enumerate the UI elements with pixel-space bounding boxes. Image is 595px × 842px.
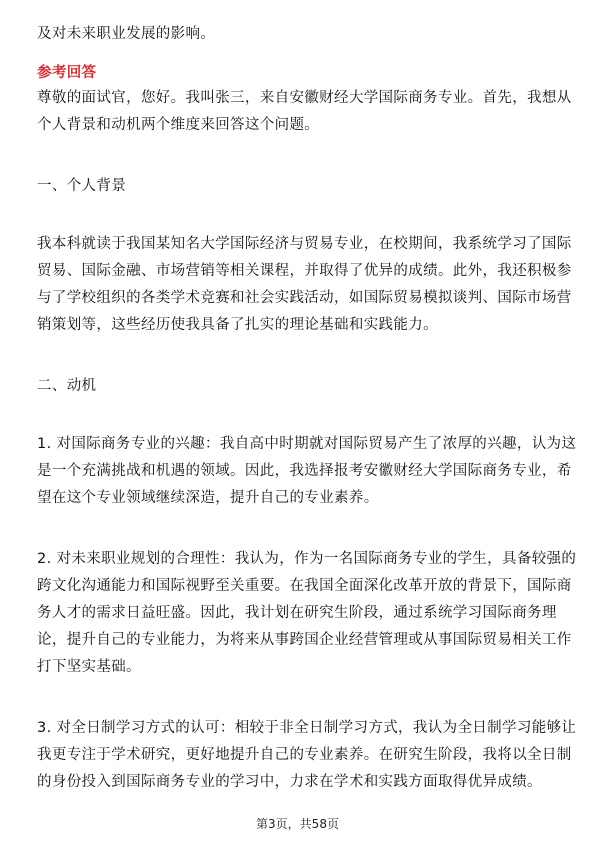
section1-line-3: 与了学校组织的各类学术竞赛和社会实践活动，如国际贸易模拟谈判、国际市场营 — [37, 290, 572, 306]
point3-line-1: 3. 对全日制学习方式的认可：相较于非全日制学习方式，我认为全日制学习能够让 — [37, 720, 577, 736]
point1-line-3: 望在这个专业领域继续深造，提升自己的专业素养。 — [37, 490, 379, 506]
point2-line-3: 务人才的需求日益旺盛。因此，我计划在研究生阶段，通过系统学习国际商务理 — [37, 605, 557, 621]
greeting-line-2: 个人背景和动机两个维度来回答这个问题。 — [37, 117, 320, 133]
section1-title: 一、个人背景 — [37, 178, 127, 194]
section1-line-1: 我本科就读于我国某知名大学国际经济与贸易专业，在校期间，我系统学习了国际 — [37, 236, 572, 252]
point2-line-5: 打下坚实基础。 — [37, 659, 141, 675]
section2-title: 二、动机 — [37, 378, 97, 394]
answer-heading: 参考回答 — [37, 65, 97, 81]
section1-line-2: 贸易、国际金融、市场营销等相关课程，并取得了优异的成绩。此外，我还积极参 — [37, 263, 572, 279]
intro-line: 及对未来职业发展的影响。 — [37, 26, 216, 42]
point1-line-1: 1. 对国际商务专业的兴趣：我自高中时期就对国际贸易产生了浓厚的兴趣，认为这 — [37, 436, 577, 452]
section1-line-4: 销策划等，这些经历使我具备了扎实的理论基础和实践能力。 — [37, 317, 438, 333]
greeting-line-1: 尊敬的面试官，您好。我叫张三，来自安徽财经大学国际商务专业。首先，我想从 — [37, 90, 572, 106]
page-number-footer: 第3页，共58页 — [256, 817, 339, 831]
point1-line-2: 是一个充满挑战和机遇的领域。因此，我选择报考安徽财经大学国际商务专业，希 — [37, 463, 572, 479]
point2-line-1: 2. 对未来职业规划的合理性：我认为，作为一名国际商务专业的学生，具备较强的 — [37, 551, 577, 567]
point3-line-2: 我更专注于学术研究，更好地提升自己的专业素养。在研究生阶段，我将以全日制 — [37, 747, 572, 763]
point2-line-4: 论，提升自己的专业能力，为将来从事跨国企业经营管理或从事国际贸易相关工作 — [37, 632, 572, 648]
point3-line-3: 的身份投入到国际商务专业的学习中，力求在学术和实践方面取得优异成绩。 — [37, 774, 542, 790]
point2-line-2: 跨文化沟通能力和国际视野至关重要。在我国全面深化改革开放的背景下，国际商 — [37, 578, 572, 594]
